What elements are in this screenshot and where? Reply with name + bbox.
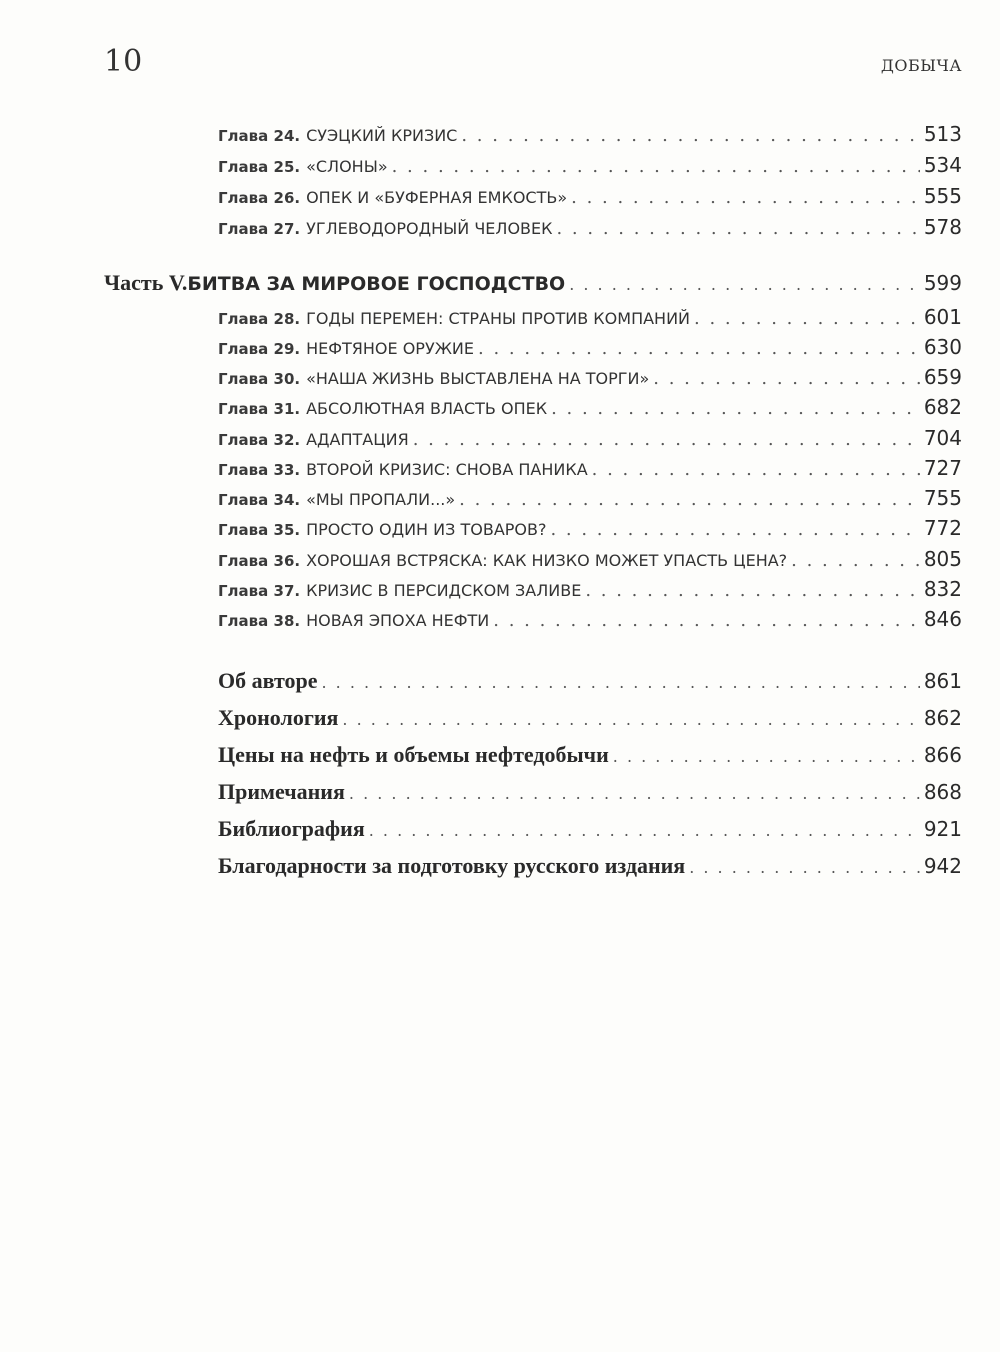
dot-leader: [349, 784, 920, 803]
chapter-label: Глава 33.: [218, 461, 301, 479]
chapter-label: Глава 26.: [218, 189, 301, 207]
chapter-title: НОВАЯ ЭПОХА НЕФТИ: [306, 611, 490, 630]
chapter-label: Глава 24.: [218, 127, 301, 145]
back-matter-page: 862: [923, 706, 962, 730]
toc-entry-part[interactable]: [104, 270, 962, 304]
dot-leader: [551, 398, 920, 419]
part-title: БИТВА ЗА МИРОВОЕ ГОСПОДСТВО: [187, 273, 566, 295]
toc-entry-chapter[interactable]: [218, 516, 962, 546]
dot-leader: [493, 610, 920, 631]
chapter-page: 555: [923, 184, 962, 208]
chapter-page: 704: [923, 426, 962, 450]
toc-entry-back-matter[interactable]: [218, 705, 962, 741]
dot-leader: [592, 459, 920, 480]
back-matter-title: Библиография: [218, 816, 365, 841]
chapter-label: Глава 37.: [218, 582, 301, 600]
chapter-page: 846: [923, 607, 962, 631]
chapter-label: Глава 35.: [218, 521, 301, 539]
chapter-title: ХОРОШАЯ ВСТРЯСКА: КАК НИЗКО МОЖЕТ УПАСТЬ ЦЕНА?: [306, 551, 788, 570]
chapter-label: Глава 25.: [218, 158, 301, 176]
toc-entry-chapter[interactable]: [218, 456, 962, 486]
chapter-label: Глава 38.: [218, 612, 301, 630]
dot-leader: [585, 580, 919, 601]
back-matter-page: 866: [923, 743, 962, 767]
toc-entry-back-matter[interactable]: [218, 742, 962, 778]
back-matter-page: 861: [923, 669, 962, 693]
chapter-page: 513: [923, 122, 962, 146]
dot-leader: [571, 187, 920, 208]
toc-entry-chapter[interactable]: [218, 153, 962, 183]
page-number: 10: [104, 44, 143, 79]
chapter-title: КРИЗИС В ПЕРСИДСКОМ ЗАЛИВЕ: [306, 581, 582, 600]
dot-leader: [550, 519, 919, 540]
dot-leader: [461, 125, 919, 146]
chapter-page: 601: [923, 305, 962, 329]
chapter-title: УГЛЕВОДОРОДНЫЙ ЧЕЛОВЕК: [306, 219, 553, 238]
toc-entry-chapter[interactable]: [218, 215, 962, 245]
toc-entry-chapter[interactable]: [218, 577, 962, 607]
dot-leader: [791, 550, 920, 571]
dot-leader: [321, 673, 919, 692]
back-matter-page: 942: [923, 854, 962, 878]
dot-leader: [342, 710, 919, 729]
toc-entry-chapter[interactable]: [218, 607, 962, 637]
chapter-page: 682: [923, 395, 962, 419]
dot-leader: [556, 218, 919, 239]
chapter-title: «НАША ЖИЗНЬ ВЫСТАВЛЕНА НА ТОРГИ»: [306, 369, 650, 388]
dot-leader: [689, 858, 920, 877]
dot-leader: [653, 368, 920, 389]
toc-entry-chapter[interactable]: [218, 122, 962, 152]
toc-entry-chapter[interactable]: [218, 486, 962, 516]
chapter-title: АБСОЛЮТНАЯ ВЛАСТЬ ОПЕК: [306, 399, 548, 418]
chapter-title: НЕФТЯНОЕ ОРУЖИЕ: [306, 339, 475, 358]
chapter-title: «СЛОНЫ»: [306, 157, 388, 176]
dot-leader: [694, 308, 920, 329]
part-label: Часть V.: [104, 270, 188, 295]
chapter-title: ГОДЫ ПЕРЕМЕН: СТРАНЫ ПРОТИВ КОМПАНИЙ: [306, 309, 691, 328]
chapter-page: 832: [923, 577, 962, 601]
chapter-page: 805: [923, 547, 962, 571]
back-matter-title: Об авторе: [218, 668, 318, 693]
chapter-page: 727: [923, 456, 962, 480]
back-matter-page: 921: [923, 817, 962, 841]
chapter-page: 755: [923, 486, 962, 510]
chapter-title: СУЭЦКИЙ КРИЗИС: [306, 126, 458, 145]
chapter-page: 772: [923, 516, 962, 540]
back-matter-title: Благодарности за подготовку русского издания: [218, 853, 686, 878]
chapter-label: Глава 28.: [218, 310, 301, 328]
toc-entry-back-matter[interactable]: [218, 816, 962, 852]
dot-leader: [413, 429, 920, 450]
chapter-page: 578: [923, 215, 962, 239]
chapter-title: ОПЕК И «БУФЕРНАЯ ЕМКОСТЬ»: [306, 188, 568, 207]
back-matter-title: Цены на нефть и объемы нефтедобычи: [218, 742, 609, 767]
dot-leader: [392, 156, 920, 177]
dot-leader: [478, 338, 920, 359]
dot-leader: [569, 275, 920, 294]
chapter-title: ВТОРОЙ КРИЗИС: СНОВА ПАНИКА: [306, 460, 588, 479]
chapter-title: «МЫ ПРОПАЛИ...»: [306, 490, 456, 509]
toc-entry-back-matter[interactable]: [218, 779, 962, 815]
chapter-label: Глава 34.: [218, 491, 301, 509]
dot-leader: [613, 747, 920, 766]
part-page: 599: [923, 271, 962, 295]
chapter-page: 534: [923, 153, 962, 177]
toc-entry-chapter[interactable]: [218, 184, 962, 214]
dot-leader: [369, 821, 920, 840]
chapter-label: Глава 27.: [218, 220, 301, 238]
toc-entry-back-matter[interactable]: [218, 853, 962, 889]
chapter-label: Глава 29.: [218, 340, 301, 358]
toc-entry-chapter[interactable]: [218, 547, 962, 577]
chapter-label: Глава 32.: [218, 431, 301, 449]
toc-entry-chapter[interactable]: [218, 305, 962, 335]
toc-entry-chapter[interactable]: [218, 365, 962, 395]
chapter-page: 630: [923, 335, 962, 359]
running-head: ДОБЫЧА: [880, 56, 962, 75]
dot-leader: [459, 489, 920, 510]
chapter-label: Глава 31.: [218, 400, 301, 418]
toc-entry-chapter[interactable]: [218, 335, 962, 365]
back-matter-page: 868: [923, 780, 962, 804]
toc-entry-back-matter[interactable]: [218, 668, 962, 704]
chapter-title: АДАПТАЦИЯ: [306, 430, 409, 449]
chapter-page: 659: [923, 365, 962, 389]
toc-entry-chapter[interactable]: [218, 426, 962, 456]
back-matter-title: Примечания: [218, 779, 345, 804]
toc-entry-chapter[interactable]: [218, 395, 962, 425]
back-matter-title: Хронология: [218, 705, 339, 730]
chapter-label: Глава 30.: [218, 370, 301, 388]
chapter-title: ПРОСТО ОДИН ИЗ ТОВАРОВ?: [306, 520, 547, 539]
chapter-label: Глава 36.: [218, 552, 301, 570]
